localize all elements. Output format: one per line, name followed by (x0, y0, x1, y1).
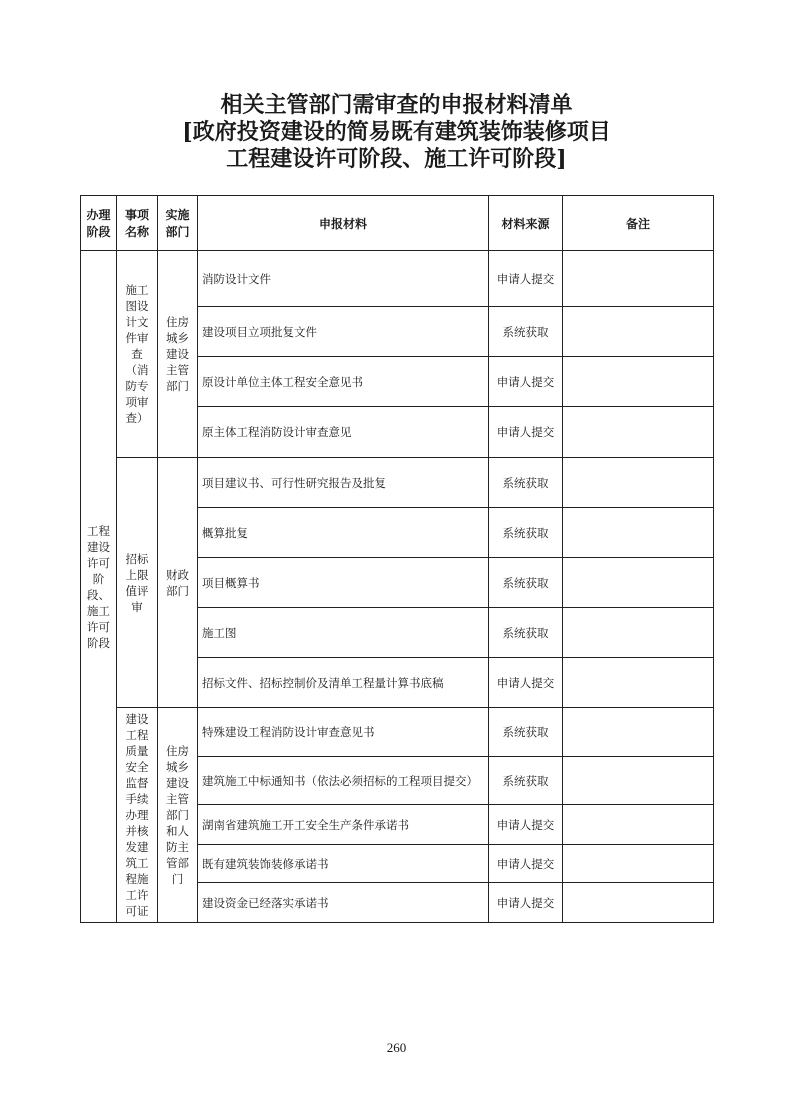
material-cell: 原主体工程消防设计审查意见 (198, 407, 489, 458)
source-cell: 系统获取 (489, 458, 563, 508)
header-stage: 办理阶段 (81, 196, 117, 251)
material-cell: 建筑施工中标通知书（依法必须招标的工程项目提交） (198, 757, 489, 805)
note-cell (563, 458, 714, 508)
note-cell (563, 407, 714, 458)
header-dept: 实施部门 (158, 196, 198, 251)
header-item: 事项名称 (117, 196, 158, 251)
source-cell: 申请人提交 (489, 883, 563, 923)
note-cell (563, 708, 714, 757)
material-cell: 概算批复 (198, 508, 489, 558)
material-cell: 既有建筑装饰装修承诺书 (198, 845, 489, 883)
material-cell: 项目概算书 (198, 558, 489, 608)
item-cell: 建设工程质量安全监督手续办理并核发建筑工程施工许可证 (117, 708, 158, 923)
source-cell: 系统获取 (489, 757, 563, 805)
item-cell: 招标上限值评审 (117, 458, 158, 708)
material-cell: 原设计单位主体工程安全意见书 (198, 357, 489, 407)
material-cell: 项目建议书、可行性研究报告及批复 (198, 458, 489, 508)
dept-cell: 住房城乡建设主管部门和人防主管部门 (158, 708, 198, 923)
note-cell (563, 558, 714, 608)
material-cell: 招标文件、招标控制价及清单工程量计算书底稿 (198, 658, 489, 708)
table-row (81, 708, 714, 757)
note-cell (563, 805, 714, 845)
document-title-line-3: 工程建设许可阶段、施工许可阶段] (226, 146, 567, 172)
material-cell: 建设项目立项批复文件 (198, 307, 489, 357)
note-cell (563, 608, 714, 658)
source-cell: 申请人提交 (489, 805, 563, 845)
source-cell: 系统获取 (489, 558, 563, 608)
dept-cell: 住房城乡建设主管部门 (158, 251, 198, 458)
source-cell: 申请人提交 (489, 251, 563, 307)
header-source: 材料来源 (489, 196, 563, 251)
document-title-line-1: 相关主管部门需审查的申报材料清单 (220, 92, 573, 118)
note-cell (563, 357, 714, 407)
note-cell (563, 658, 714, 708)
document-title-line-2: [政府投资建设的简易既有建筑装饰装修项目 (182, 119, 611, 145)
note-cell (563, 845, 714, 883)
source-cell: 系统获取 (489, 708, 563, 757)
header-note: 备注 (563, 196, 714, 251)
source-cell: 申请人提交 (489, 845, 563, 883)
item-cell: 施工图设计文件审查（消防专项审查） (117, 251, 158, 458)
table-row (81, 458, 714, 508)
material-cell: 施工图 (198, 608, 489, 658)
note-cell (563, 757, 714, 805)
note-cell (563, 307, 714, 357)
material-cell: 湖南省建筑施工开工安全生产条件承诺书 (198, 805, 489, 845)
source-cell: 申请人提交 (489, 357, 563, 407)
table-row (81, 251, 714, 307)
source-cell: 申请人提交 (489, 407, 563, 458)
header-row (81, 196, 714, 251)
source-cell: 申请人提交 (489, 658, 563, 708)
dept-cell: 财政部门 (158, 458, 198, 708)
stage-cell: 工程建设许可阶段、施工许可阶段 (81, 251, 117, 923)
source-cell: 系统获取 (489, 508, 563, 558)
note-cell (563, 251, 714, 307)
source-cell: 系统获取 (489, 608, 563, 658)
header-material: 申报材料 (198, 196, 489, 251)
materials-table (80, 195, 714, 923)
material-cell: 建设资金已经落实承诺书 (198, 883, 489, 923)
page-number: 260 (386, 1040, 407, 1055)
note-cell (563, 883, 714, 923)
note-cell (563, 508, 714, 558)
material-cell: 特殊建设工程消防设计审查意见书 (198, 708, 489, 757)
source-cell: 系统获取 (489, 307, 563, 357)
material-cell: 消防设计文件 (198, 251, 489, 307)
